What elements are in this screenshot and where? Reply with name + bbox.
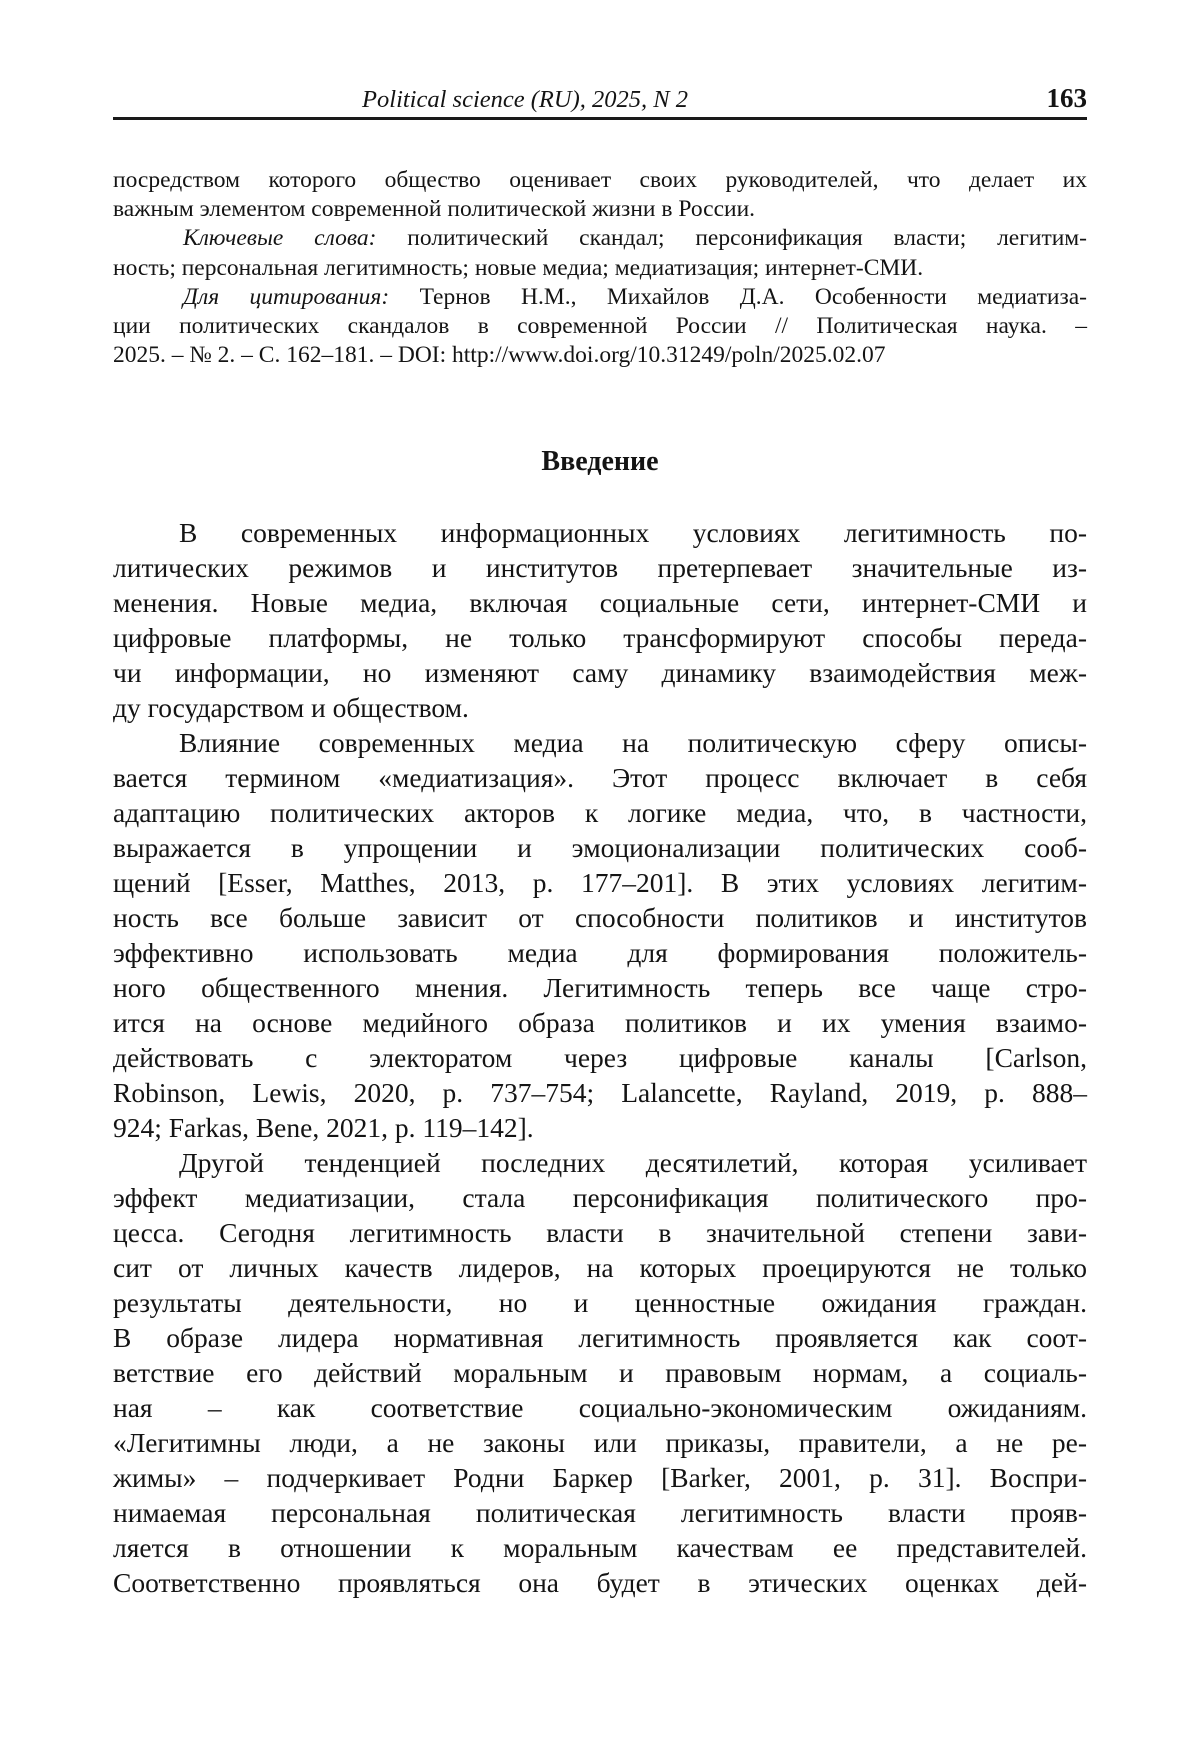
paragraph bbox=[113, 166, 1087, 224]
text-run: Влияние современных медиа на политическую сферу описы- bbox=[179, 727, 1087, 758]
text-run: ции политических скандалов в современной России // Политическая наука. – bbox=[113, 313, 1087, 340]
text-line bbox=[113, 865, 1087, 900]
text-run: ность; персональная легитимность; новые медиа; медиатизация; интернет-СМИ. bbox=[113, 254, 924, 281]
text-run: Соответственно проявляться она будет в этических оценках дей- bbox=[113, 1567, 1087, 1598]
italic-lead: Для цитирования: bbox=[183, 283, 390, 310]
text-run: жимы» – подчеркивает Родни Баркер [Barker, 2001, p. 31]. Воспри- bbox=[113, 1462, 1087, 1493]
text-line bbox=[113, 585, 1087, 620]
text-line bbox=[113, 1285, 1087, 1320]
text-line bbox=[113, 195, 1087, 224]
text-run: посредством которого общество оценивает своих руководителей, что делает их bbox=[113, 167, 1087, 193]
text-run: нимаемая персональная политическая легитимность власти прояв- bbox=[113, 1497, 1087, 1528]
text-run: В образе лидера нормативная легитимность проявляется как соот- bbox=[113, 1322, 1087, 1353]
italic-lead: Ключевые слова: bbox=[183, 225, 377, 252]
text-line bbox=[113, 620, 1087, 655]
page-number: 163 bbox=[1046, 83, 1087, 113]
text-line bbox=[113, 1495, 1087, 1530]
text-line bbox=[113, 515, 1087, 550]
text-line bbox=[113, 1565, 1087, 1600]
text-run: чи информации, но изменяют саму динамику взаимодействия меж- bbox=[113, 657, 1087, 688]
text-run: В современных информационных условиях легитимность по- bbox=[179, 517, 1087, 548]
text-run: литических режимов и институтов претерпевает значительные из- bbox=[113, 552, 1087, 583]
text-line bbox=[113, 725, 1087, 760]
text-run: вается термином «медиатизация». Этот процесс включает в себя bbox=[113, 762, 1087, 793]
text-line bbox=[113, 795, 1087, 830]
header-rule bbox=[113, 117, 1087, 120]
text-line bbox=[113, 1355, 1087, 1390]
text-run: ность все больше зависит от способности политиков и институтов bbox=[113, 902, 1087, 933]
text-line bbox=[113, 224, 1087, 253]
text-line bbox=[113, 283, 1087, 312]
text-line bbox=[113, 1460, 1087, 1495]
text-line bbox=[113, 1145, 1087, 1180]
text-line bbox=[113, 690, 1087, 725]
text-line bbox=[113, 166, 1087, 195]
section-heading: Введение bbox=[541, 446, 659, 477]
text-line bbox=[113, 830, 1087, 865]
text-run: 2025. – № 2. – С. 162–181. – DOI: http://www.doi.org/10.31249/poln/2025.02.07 bbox=[113, 342, 886, 369]
text-run: Robinson, Lewis, 2020, p. 737–754; Lalancette, Rayland, 2019, p. 888– bbox=[113, 1077, 1087, 1108]
body-text bbox=[113, 515, 1087, 1600]
paragraph bbox=[113, 515, 1087, 725]
text-run: сит от личных качеств лидеров, на которых проецируются не только bbox=[113, 1252, 1087, 1283]
text-run: ляется в отношении к моральным качествам ее представителей. bbox=[113, 1532, 1087, 1563]
text-line bbox=[113, 1075, 1087, 1110]
paragraph bbox=[113, 1145, 1087, 1600]
text-line bbox=[113, 254, 1087, 283]
text-line bbox=[113, 970, 1087, 1005]
running-header bbox=[113, 83, 1087, 114]
text-line bbox=[113, 1180, 1087, 1215]
text-line bbox=[113, 900, 1087, 935]
text-run: ду государством и обществом. bbox=[113, 692, 469, 723]
text-run: ится на основе медийного образа политиков и их умения взаимо- bbox=[113, 1007, 1087, 1038]
paragraph bbox=[113, 725, 1087, 1145]
text-run: цесса. Сегодня легитимность власти в значительной степени зави- bbox=[113, 1217, 1087, 1248]
text-run: важным элементом современной политической жизни в России. bbox=[113, 196, 756, 223]
text-run: действовать с электоратом через цифровые каналы [Carlson, bbox=[113, 1042, 1087, 1073]
text-run: эффект медиатизации, стала персонификация политического про- bbox=[113, 1182, 1087, 1213]
text-line bbox=[113, 341, 1087, 370]
text-run: менения. Новые медиа, включая социальные сети, интернет-СМИ и bbox=[113, 587, 1087, 618]
text-line bbox=[113, 1215, 1087, 1250]
journal-title: Political science (RU), 2025, N 2 bbox=[362, 86, 688, 113]
text-run: Другой тенденцией последних десятилетий, которая усиливает bbox=[179, 1147, 1087, 1178]
front-matter bbox=[113, 166, 1087, 370]
text-run: «Легитимны люди, а не законы или приказы, правители, а не ре- bbox=[113, 1427, 1087, 1458]
text-line bbox=[113, 655, 1087, 690]
text-line bbox=[113, 1110, 1087, 1145]
text-line bbox=[113, 312, 1087, 341]
text-line bbox=[113, 1040, 1087, 1075]
paragraph bbox=[113, 224, 1087, 282]
text-run: щений [Esser, Matthes, 2013, p. 177–201]. В этих условиях легитим- bbox=[113, 867, 1087, 898]
text-run: цифровые платформы, не только трансформируют способы переда- bbox=[113, 622, 1087, 653]
text-run: ветствие его действий моральным и правовым нормам, а социаль- bbox=[113, 1357, 1087, 1388]
text-line bbox=[113, 1425, 1087, 1460]
text-run: ного общественного мнения. Легитимность теперь все чаще стро- bbox=[113, 972, 1087, 1003]
text-run: ная – как соответствие социально-экономическим ожиданиям. bbox=[113, 1392, 1087, 1423]
text-line bbox=[113, 1250, 1087, 1285]
text-run: политический скандал; персонификация власти; легитим- bbox=[376, 225, 1087, 252]
text-line bbox=[113, 935, 1087, 970]
paragraph bbox=[113, 283, 1087, 371]
text-line bbox=[113, 1320, 1087, 1355]
text-run: эффективно использовать медиа для формирования положитель- bbox=[113, 937, 1087, 968]
text-line bbox=[113, 1390, 1087, 1425]
text-line bbox=[113, 1530, 1087, 1565]
text-line bbox=[113, 760, 1087, 795]
text-line bbox=[113, 1005, 1087, 1040]
text-run: 924; Farkas, Bene, 2021, p. 119–142]. bbox=[113, 1112, 534, 1143]
text-run: Тернов Н.М., Михайлов Д.А. Особенности медиатиза- bbox=[389, 283, 1087, 310]
text-run: выражается в упрощении и эмоционализации политических сооб- bbox=[113, 832, 1087, 863]
text-line bbox=[113, 550, 1087, 585]
text-run: результаты деятельности, но и ценностные ожидания граждан. bbox=[113, 1287, 1087, 1318]
text-run: адаптацию политических акторов к логике медиа, что, в частности, bbox=[113, 797, 1087, 828]
